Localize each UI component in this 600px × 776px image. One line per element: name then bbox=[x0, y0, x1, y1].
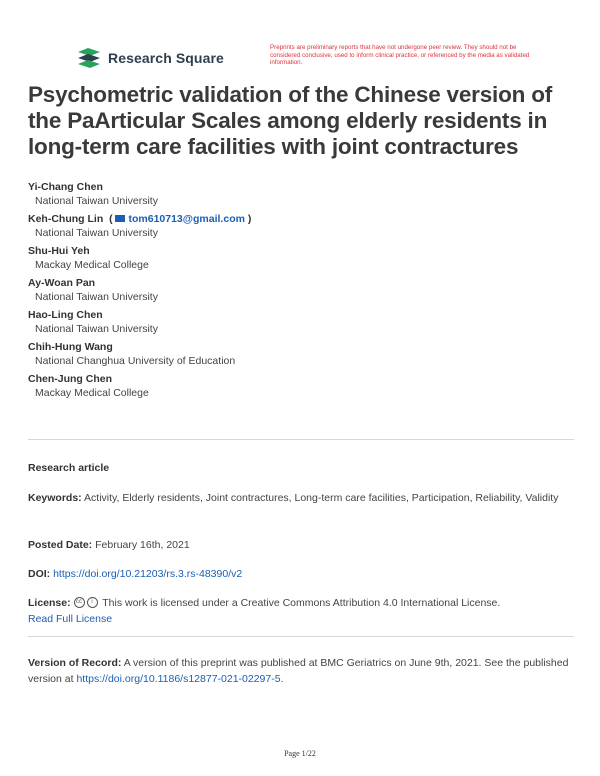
author-affiliation: National Taiwan University bbox=[35, 195, 158, 207]
license-block bbox=[28, 595, 574, 627]
author-name: Yi-Chang Chen bbox=[28, 181, 103, 193]
research-square-logo[interactable] bbox=[76, 47, 224, 69]
author-affiliation: National Taiwan University bbox=[35, 291, 158, 303]
doi-block bbox=[28, 566, 574, 582]
posted-date-block bbox=[28, 537, 574, 553]
author-entry bbox=[28, 276, 576, 304]
author-entry bbox=[28, 372, 576, 400]
divider bbox=[28, 439, 574, 440]
divider bbox=[28, 636, 574, 637]
attribution-icon: i bbox=[87, 597, 98, 608]
author-affiliation: National Taiwan University bbox=[35, 323, 158, 335]
author-entry bbox=[28, 244, 576, 272]
brand-name-part2: Square bbox=[175, 50, 224, 66]
read-full-license-link[interactable]: Read Full License bbox=[28, 613, 113, 625]
brand-name bbox=[108, 50, 224, 66]
published-version-link[interactable]: https://doi.org/10.1186/s12877-021-02297-5 bbox=[76, 673, 281, 685]
posted-date-label: Posted Date: bbox=[28, 539, 93, 551]
license-text: This work is licensed under a Creative Commons Attribution 4.0 International License. bbox=[102, 597, 501, 609]
version-of-record-text: A version of this preprint was published at BMC Geriatrics on June 9th, 2021. See the published version at bbox=[28, 657, 569, 685]
article-type bbox=[28, 460, 574, 476]
author-email-link[interactable]: tom610713@gmail.com bbox=[128, 213, 245, 225]
posted-date-value: February 16th, 2021 bbox=[95, 539, 190, 551]
author-entry bbox=[28, 212, 576, 240]
author-affiliation: Mackay Medical College bbox=[35, 259, 149, 271]
author-affiliation: Mackay Medical College bbox=[35, 387, 149, 399]
article-type-label: Research article bbox=[28, 462, 110, 474]
preprint-disclaimer: Preprints are preliminary reports that have not undergone peer review. They should not be considered conclusive, used to inform clinical practice, or referenced by the media as validated information. bbox=[270, 44, 530, 67]
keywords-block bbox=[28, 490, 574, 506]
keywords-label: Keywords: bbox=[28, 492, 82, 504]
author-affiliation: National Taiwan University bbox=[35, 227, 158, 239]
author-name: Ay-Woan Pan bbox=[28, 277, 96, 289]
author-name: Shu-Hui Yeh bbox=[28, 245, 90, 257]
version-of-record-label: Version of Record: bbox=[28, 657, 122, 669]
author-entry bbox=[28, 180, 576, 208]
author-entry bbox=[28, 308, 576, 336]
author-name-row: Keh-Chung Lin ( tom610713@gmail.com ) bbox=[28, 213, 252, 225]
author-affiliation: National Changhua University of Education bbox=[35, 355, 236, 367]
author-name: Chen-Jung Chen bbox=[28, 373, 112, 385]
author-name: Keh-Chung Lin bbox=[28, 213, 104, 225]
author-name: Hao-Ling Chen bbox=[28, 309, 103, 321]
version-of-record-period: . bbox=[280, 673, 284, 685]
doi-label: DOI: bbox=[28, 568, 51, 580]
envelope-icon bbox=[115, 215, 125, 222]
author-entry bbox=[28, 340, 576, 368]
license-label: License: bbox=[28, 597, 71, 609]
doi-link[interactable]: https://doi.org/10.21203/rs.3.rs-48390/v2 bbox=[53, 568, 243, 580]
author-name: Chih-Hung Wang bbox=[28, 341, 113, 353]
version-of-record-block bbox=[28, 655, 574, 687]
brand-name-part1: Research bbox=[108, 50, 172, 66]
creative-commons-icon: cc bbox=[74, 597, 85, 608]
author-list bbox=[28, 180, 576, 404]
page-number: Page 1/22 bbox=[284, 749, 316, 758]
page-title: Psychometric validation of the Chinese version of the PaArticular Scales among elderly residents in long-term care facilities with joint contractures bbox=[28, 82, 553, 159]
keywords-value: Activity, Elderly residents, Joint contractures, Long-term care facilities, Participation, Reliability, Validity bbox=[84, 492, 559, 504]
research-square-mark-icon bbox=[76, 47, 102, 69]
